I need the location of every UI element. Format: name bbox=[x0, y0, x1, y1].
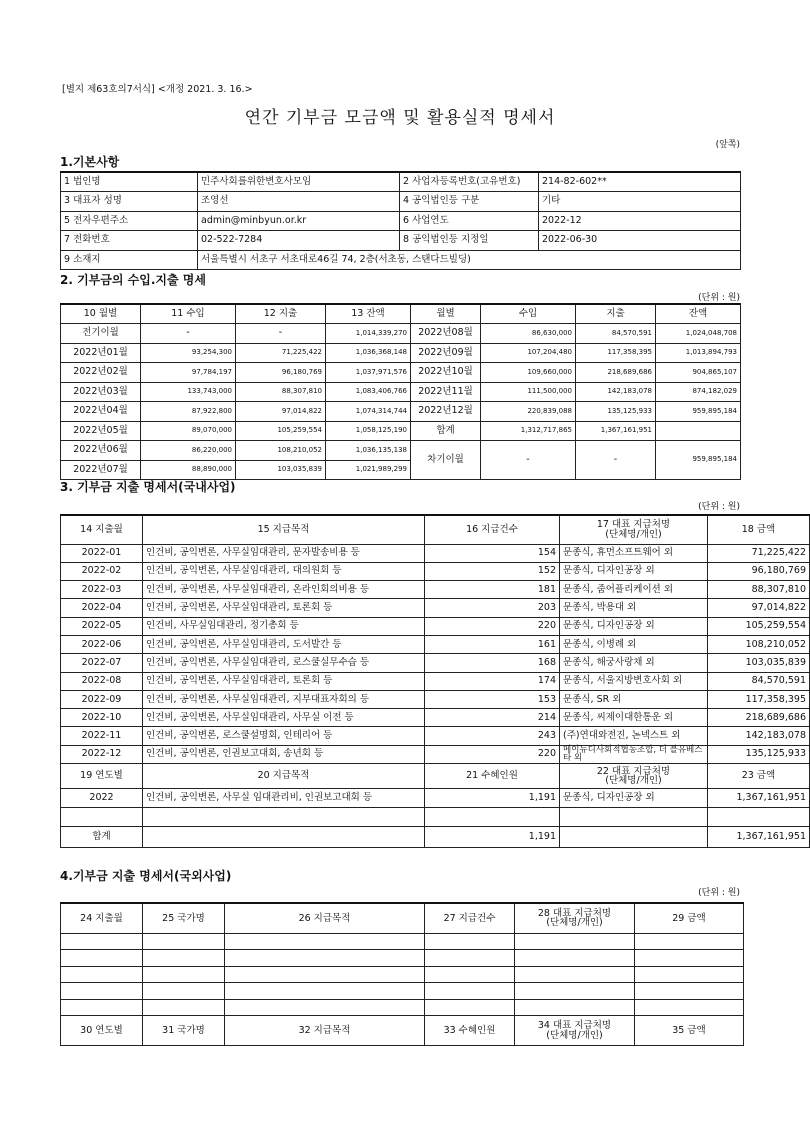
page-side-label: (앞쪽) bbox=[715, 140, 740, 150]
column-header: 14 지출월 bbox=[61, 515, 143, 544]
purpose-cell: 인건비, 공익변론, 사무실임대관리, 지부대표자회의 등 bbox=[143, 690, 425, 708]
column-header: 수입 bbox=[481, 304, 576, 324]
empty-cell bbox=[143, 966, 225, 983]
recipient-cell: 문종식, 디자인공장 외 bbox=[560, 789, 708, 808]
field-value: admin@minbyun.or.kr bbox=[198, 211, 400, 231]
column-header: 23 금액 bbox=[708, 764, 810, 789]
basic-info-row bbox=[61, 231, 741, 251]
field-value: 조영선 bbox=[198, 192, 400, 212]
count-cell: 174 bbox=[425, 672, 560, 690]
table-header-row bbox=[61, 903, 744, 933]
expense-cell: - bbox=[236, 324, 326, 344]
income-cell: 109,660,000 bbox=[481, 363, 576, 383]
field-value: 2022-12 bbox=[539, 211, 741, 231]
table-row bbox=[61, 654, 810, 672]
purpose-cell: 인건비, 공익변론, 사무실임대관리, 문자발송비용 등 bbox=[143, 544, 425, 562]
expense-cell: 142,183,078 bbox=[576, 382, 656, 402]
empty-cell bbox=[635, 966, 744, 983]
income-cell: 89,070,000 bbox=[141, 421, 236, 441]
month-cell: 2022년08월 bbox=[411, 324, 481, 344]
table-row bbox=[61, 789, 810, 808]
section-foreign-title: 4.기부금 지출 명세서(국외사업) bbox=[60, 869, 232, 883]
total-income: 1,312,717,865 bbox=[481, 421, 576, 441]
month-cell: 2022년03월 bbox=[61, 382, 141, 402]
column-header: 21 수혜인원 bbox=[425, 764, 560, 789]
field-value: 민주사회를위한변호사모임 bbox=[198, 172, 400, 192]
table-row bbox=[61, 966, 744, 983]
month-cell: 2022년10월 bbox=[411, 363, 481, 383]
expense-cell: 117,358,395 bbox=[576, 343, 656, 363]
expense-cell: 71,225,422 bbox=[236, 343, 326, 363]
basic-info-row bbox=[61, 250, 741, 270]
column-header: 22 대표 지급처명 (단체명/개인) bbox=[560, 764, 708, 789]
empty-cell bbox=[425, 950, 515, 967]
recipient-cell: 문종식, 서울지방변호사회 외 bbox=[560, 672, 708, 690]
balance-cell: 1,058,125,190 bbox=[326, 421, 411, 441]
balance-cell: 1,024,048,708 bbox=[656, 324, 741, 344]
table-row bbox=[61, 808, 810, 827]
purpose-cell: 인건비, 공익변론, 사무실임대관리, 토론회 등 bbox=[143, 599, 425, 617]
table-row bbox=[61, 581, 810, 599]
balance-cell: 874,182,029 bbox=[656, 382, 741, 402]
column-header: 28 대표 지급처명 (단체명/개인) bbox=[515, 903, 635, 933]
month-cell: 2022년12월 bbox=[411, 402, 481, 422]
table-header-row bbox=[61, 515, 810, 544]
month-cell: 2022년11월 bbox=[411, 382, 481, 402]
count-cell: 214 bbox=[425, 709, 560, 727]
column-header: 25 국가명 bbox=[143, 903, 225, 933]
empty-cell bbox=[425, 983, 515, 1000]
amount-cell: 96,180,769 bbox=[708, 562, 810, 580]
income-expense-table bbox=[60, 303, 741, 480]
recipient-cell: 문종식, 디자인공장 외 bbox=[560, 562, 708, 580]
field-label: 9 소재지 bbox=[61, 250, 198, 270]
amount-cell: 103,035,839 bbox=[708, 654, 810, 672]
month-cell: 2022년05월 bbox=[61, 421, 141, 441]
column-header: 32 지급목적 bbox=[225, 1016, 425, 1046]
table-row bbox=[61, 933, 744, 950]
empty-cell bbox=[143, 808, 425, 827]
field-label: 2 사업자등록번호(고유번호) bbox=[400, 172, 539, 192]
column-header: 11 수입 bbox=[141, 304, 236, 324]
domestic-expense-table bbox=[60, 514, 810, 848]
column-header: 18 금액 bbox=[708, 515, 810, 544]
basic-info-row bbox=[61, 172, 741, 192]
table-row bbox=[61, 544, 810, 562]
count-cell: 220 bbox=[425, 745, 560, 763]
expense-cell: 97,014,822 bbox=[236, 402, 326, 422]
column-header: 24 지출월 bbox=[61, 903, 143, 933]
expense-cell: 135,125,933 bbox=[576, 402, 656, 422]
empty-cell bbox=[143, 983, 225, 1000]
field-value: 기타 bbox=[539, 192, 741, 212]
empty-cell bbox=[708, 808, 810, 827]
recipient-cell: 메이뉴디사회적협동조합, 더 블유베스타 외 bbox=[560, 745, 708, 763]
recipient-cell: 문종식, 이병례 외 bbox=[560, 635, 708, 653]
empty-cell bbox=[61, 966, 143, 983]
total-expense: 1,367,161,951 bbox=[576, 421, 656, 441]
field-label: 8 공익법인등 지정일 bbox=[400, 231, 539, 251]
empty-cell bbox=[425, 933, 515, 950]
table-row bbox=[61, 599, 810, 617]
month-cell: 2022-01 bbox=[61, 544, 143, 562]
purpose-cell: 인건비, 사무실임대관리, 정기총회 등 bbox=[143, 617, 425, 635]
count-cell: 181 bbox=[425, 581, 560, 599]
expense-cell: 84,570,591 bbox=[576, 324, 656, 344]
address-value: 서울특별시 서초구 서초대로46길 74, 2층(서초동, 스탠다드빌딩) bbox=[198, 250, 741, 270]
column-header: 26 지급목적 bbox=[225, 903, 425, 933]
month-cell: 2022년01월 bbox=[61, 343, 141, 363]
balance-cell: 959,895,184 bbox=[656, 402, 741, 422]
empty-cell bbox=[143, 933, 225, 950]
income-cell: 97,784,197 bbox=[141, 363, 236, 383]
expense-cell: 105,259,554 bbox=[236, 421, 326, 441]
field-label: 6 사업연도 bbox=[400, 211, 539, 231]
amount-cell: 108,210,052 bbox=[708, 635, 810, 653]
month-cell: 2022-08 bbox=[61, 672, 143, 690]
recipient-cell: 문종식, 씨제이대한통운 외 bbox=[560, 709, 708, 727]
month-cell: 2022-04 bbox=[61, 599, 143, 617]
column-header: 10 월별 bbox=[61, 304, 141, 324]
basic-info-row bbox=[61, 211, 741, 231]
total-beneficiaries: 1,191 bbox=[425, 827, 560, 848]
balance-cell: 1,013,894,793 bbox=[656, 343, 741, 363]
column-header: 34 대표 지급처명 (단체명/개인) bbox=[515, 1016, 635, 1046]
empty-cell bbox=[560, 827, 708, 848]
empty-cell bbox=[225, 933, 425, 950]
month-cell: 2022-05 bbox=[61, 617, 143, 635]
document-title: 연간 기부금 모금액 및 활용실적 명세서 bbox=[244, 108, 556, 128]
carry-label: 차기이월 bbox=[411, 441, 481, 480]
column-header: 27 지급건수 bbox=[425, 903, 515, 933]
count-cell: 203 bbox=[425, 599, 560, 617]
month-cell: 2022-10 bbox=[61, 709, 143, 727]
income-cell: - bbox=[141, 324, 236, 344]
section-income-title: 2. 기부금의 수입.지출 명세 bbox=[60, 273, 206, 287]
table-row bbox=[61, 441, 741, 461]
count-cell: 243 bbox=[425, 727, 560, 745]
table-row bbox=[61, 672, 810, 690]
month-cell: 2022년02월 bbox=[61, 363, 141, 383]
income-cell: 107,204,480 bbox=[481, 343, 576, 363]
amount-cell: 117,358,395 bbox=[708, 690, 810, 708]
count-cell: 152 bbox=[425, 562, 560, 580]
purpose-cell: 인건비, 공익변론, 사무실임대관리, 사무실 이전 등 bbox=[143, 709, 425, 727]
income-cell: 93,254,300 bbox=[141, 343, 236, 363]
balance-cell: 1,037,971,576 bbox=[326, 363, 411, 383]
purpose-cell: 인건비, 공익변론, 사무실임대관리, 토론회 등 bbox=[143, 672, 425, 690]
column-header: 15 지급목적 bbox=[143, 515, 425, 544]
recipient-cell: (주)연대와전진, 논넥스트 외 bbox=[560, 727, 708, 745]
carry-balance: 959,895,184 bbox=[656, 441, 741, 480]
empty-cell bbox=[515, 966, 635, 983]
amount-cell: 88,307,810 bbox=[708, 581, 810, 599]
empty-cell bbox=[143, 950, 225, 967]
column-header: 31 국가명 bbox=[143, 1016, 225, 1046]
count-cell: 154 bbox=[425, 544, 560, 562]
table-row bbox=[61, 999, 744, 1016]
column-header: 29 금액 bbox=[635, 903, 744, 933]
income-cell: 86,220,000 bbox=[141, 441, 236, 461]
balance-cell: 1,083,406,766 bbox=[326, 382, 411, 402]
table-row bbox=[61, 382, 741, 402]
field-value: 2022-06-30 bbox=[539, 231, 741, 251]
table-row bbox=[61, 402, 741, 422]
balance-cell: 1,036,368,148 bbox=[326, 343, 411, 363]
empty-cell bbox=[61, 933, 143, 950]
unit-label-income: (단위 : 원) bbox=[698, 293, 740, 303]
empty-cell bbox=[225, 999, 425, 1016]
column-header: 13 잔액 bbox=[326, 304, 411, 324]
table-row bbox=[61, 983, 744, 1000]
table-row bbox=[61, 343, 741, 363]
income-cell: 111,500,000 bbox=[481, 382, 576, 402]
empty-cell bbox=[61, 950, 143, 967]
field-value: 02-522-7284 bbox=[198, 231, 400, 251]
basic-info-table bbox=[60, 171, 741, 270]
income-cell: 133,743,000 bbox=[141, 382, 236, 402]
amount-cell: 135,125,933 bbox=[708, 745, 810, 763]
balance-cell: 1,021,989,299 bbox=[326, 460, 411, 480]
amount-cell: 84,570,591 bbox=[708, 672, 810, 690]
carry-expense: - bbox=[576, 441, 656, 480]
empty-cell bbox=[61, 983, 143, 1000]
income-cell: 86,630,000 bbox=[481, 324, 576, 344]
table-row bbox=[61, 562, 810, 580]
field-label: 3 대표자 성명 bbox=[61, 192, 198, 212]
total-label: 합계 bbox=[411, 421, 481, 441]
table-row bbox=[61, 617, 810, 635]
empty-cell bbox=[225, 950, 425, 967]
column-header: 잔액 bbox=[656, 304, 741, 324]
empty-cell bbox=[560, 808, 708, 827]
empty-cell bbox=[143, 827, 425, 848]
total-balance bbox=[656, 421, 741, 441]
empty-cell bbox=[515, 933, 635, 950]
empty-cell bbox=[425, 808, 560, 827]
empty-cell bbox=[635, 983, 744, 1000]
form-number: [별지 제63호의7서식] <개정 2021. 3. 16.> bbox=[62, 84, 253, 95]
month-cell: 2022-12 bbox=[61, 745, 143, 763]
month-cell: 2022-11 bbox=[61, 727, 143, 745]
table-row bbox=[61, 745, 810, 763]
income-cell: 220,839,088 bbox=[481, 402, 576, 422]
recipient-cell: 문종식, 디자인공장 외 bbox=[560, 617, 708, 635]
recipient-cell: 문종식, 해궁사랑채 외 bbox=[560, 654, 708, 672]
column-header: 33 수혜인원 bbox=[425, 1016, 515, 1046]
field-label: 5 전자우편주소 bbox=[61, 211, 198, 231]
purpose-cell: 인건비, 공익변론, 인권보고대회, 송년회 등 bbox=[143, 745, 425, 763]
section-basic-title: 1.기본사항 bbox=[60, 155, 120, 169]
month-cell: 2022년06월 bbox=[61, 441, 141, 461]
count-cell: 161 bbox=[425, 635, 560, 653]
column-header: 19 연도별 bbox=[61, 764, 143, 789]
expense-cell: 88,307,810 bbox=[236, 382, 326, 402]
month-cell: 2022년04월 bbox=[61, 402, 141, 422]
table-row bbox=[61, 709, 810, 727]
amount-cell: 142,183,078 bbox=[708, 727, 810, 745]
empty-cell bbox=[425, 966, 515, 983]
empty-cell bbox=[635, 933, 744, 950]
field-label: 4 공익법인등 구분 bbox=[400, 192, 539, 212]
amount-cell: 71,225,422 bbox=[708, 544, 810, 562]
empty-cell bbox=[61, 999, 143, 1016]
purpose-cell: 인건비, 공익변론, 로스쿨설명회, 인테리어 등 bbox=[143, 727, 425, 745]
table-row bbox=[61, 635, 810, 653]
purpose-cell: 인건비, 공익변론, 사무실임대관리, 온라인회의비용 등 bbox=[143, 581, 425, 599]
empty-cell bbox=[225, 966, 425, 983]
table-row bbox=[61, 363, 741, 383]
recipient-cell: 문종식, 줌어플리케이션 외 bbox=[560, 581, 708, 599]
expense-cell: 218,689,686 bbox=[576, 363, 656, 383]
field-value: 214-82-602** bbox=[539, 172, 741, 192]
foreign-expense-table bbox=[60, 902, 744, 1046]
recipient-cell: 문종식, SR 외 bbox=[560, 690, 708, 708]
amount-cell: 97,014,822 bbox=[708, 599, 810, 617]
recipient-cell: 문종식, 박용대 외 bbox=[560, 599, 708, 617]
year-cell: 2022 bbox=[61, 789, 143, 808]
carry-income: - bbox=[481, 441, 576, 480]
basic-info-row bbox=[61, 192, 741, 212]
amount-cell: 1,367,161,951 bbox=[708, 789, 810, 808]
total-label: 합계 bbox=[61, 827, 143, 848]
table-row bbox=[61, 421, 741, 441]
month-cell: 2022-07 bbox=[61, 654, 143, 672]
balance-cell: 1,036,135,138 bbox=[326, 441, 411, 461]
beneficiary-cell: 1,191 bbox=[425, 789, 560, 808]
empty-cell bbox=[225, 983, 425, 1000]
purpose-cell: 인건비, 공익변론, 사무실임대관리, 도서발간 등 bbox=[143, 635, 425, 653]
column-header: 지출 bbox=[576, 304, 656, 324]
month-cell: 2022-03 bbox=[61, 581, 143, 599]
unit-label-domestic: (단위 : 원) bbox=[698, 502, 740, 512]
field-label: 1 법인명 bbox=[61, 172, 198, 192]
table-header-row bbox=[61, 304, 741, 324]
expense-cell: 96,180,769 bbox=[236, 363, 326, 383]
unit-label-foreign: (단위 : 원) bbox=[698, 888, 740, 898]
month-cell: 2022년07월 bbox=[61, 460, 141, 480]
expense-cell: 108,210,052 bbox=[236, 441, 326, 461]
column-header: 30 연도별 bbox=[61, 1016, 143, 1046]
count-cell: 168 bbox=[425, 654, 560, 672]
table-row bbox=[61, 324, 741, 344]
recipient-cell: 문종식, 휴먼소프트웨어 외 bbox=[560, 544, 708, 562]
expense-cell: 103,035,839 bbox=[236, 460, 326, 480]
amount-cell: 105,259,554 bbox=[708, 617, 810, 635]
empty-cell bbox=[425, 999, 515, 1016]
table-header-row bbox=[61, 1016, 744, 1046]
balance-cell: 1,014,339,270 bbox=[326, 324, 411, 344]
table-row bbox=[61, 690, 810, 708]
amount-cell: 218,689,686 bbox=[708, 709, 810, 727]
empty-cell bbox=[143, 999, 225, 1016]
total-amount: 1,367,161,951 bbox=[708, 827, 810, 848]
month-cell: 2022-06 bbox=[61, 635, 143, 653]
count-cell: 153 bbox=[425, 690, 560, 708]
empty-cell bbox=[515, 999, 635, 1016]
empty-cell bbox=[515, 950, 635, 967]
total-row bbox=[61, 827, 810, 848]
empty-cell bbox=[635, 950, 744, 967]
purpose-cell: 인건비, 공익변론, 사무실임대관리, 로스쿨실무수습 등 bbox=[143, 654, 425, 672]
empty-cell bbox=[515, 983, 635, 1000]
month-cell: 2022-09 bbox=[61, 690, 143, 708]
column-header: 월별 bbox=[411, 304, 481, 324]
field-label: 7 전화번호 bbox=[61, 231, 198, 251]
income-cell: 88,890,000 bbox=[141, 460, 236, 480]
table-row bbox=[61, 950, 744, 967]
table-header-row bbox=[61, 764, 810, 789]
month-cell: 2022-02 bbox=[61, 562, 143, 580]
count-cell: 220 bbox=[425, 617, 560, 635]
column-header: 16 지급건수 bbox=[425, 515, 560, 544]
month-cell: 전기이월 bbox=[61, 324, 141, 344]
purpose-cell: 인건비, 공익변론, 사무실임대관리, 대의원회 등 bbox=[143, 562, 425, 580]
purpose-cell: 인건비, 공익변론, 사무실 임대관리비, 인권보고대회 등 bbox=[143, 789, 425, 808]
empty-cell bbox=[61, 808, 143, 827]
table-row bbox=[61, 727, 810, 745]
month-cell: 2022년09월 bbox=[411, 343, 481, 363]
column-header: 12 지출 bbox=[236, 304, 326, 324]
column-header: 20 지급목적 bbox=[143, 764, 425, 789]
balance-cell: 1,074,314,744 bbox=[326, 402, 411, 422]
balance-cell: 904,865,107 bbox=[656, 363, 741, 383]
section-domestic-title: 3. 기부금 지출 명세서(국내사업) bbox=[60, 480, 236, 494]
column-header: 35 금액 bbox=[635, 1016, 744, 1046]
column-header: 17 대표 지급처명 (단체명/개인) bbox=[560, 515, 708, 544]
empty-cell bbox=[635, 999, 744, 1016]
income-cell: 87,922,800 bbox=[141, 402, 236, 422]
